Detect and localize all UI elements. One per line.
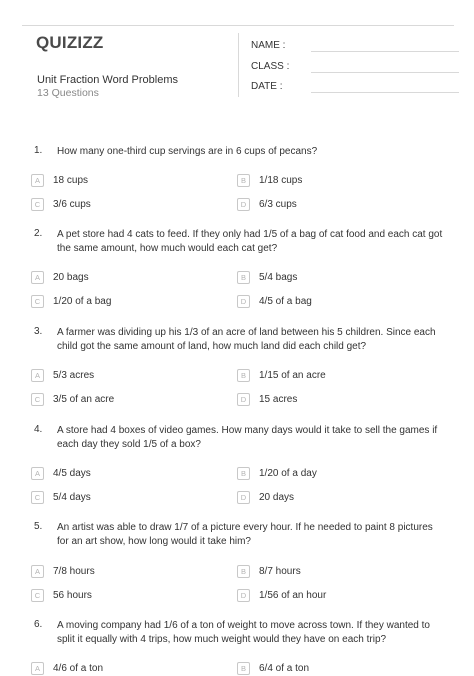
option-text: 56 hours: [53, 590, 92, 601]
class-field[interactable]: [251, 61, 289, 72]
option-text: 5/4 days: [53, 492, 91, 503]
option-letter-box: B: [237, 565, 250, 578]
option-letter-box: A: [31, 174, 44, 187]
option-letter-box: D: [237, 295, 250, 308]
option-letter-box: C: [31, 491, 44, 504]
option-letter-box: B: [237, 369, 250, 382]
option-letter-box: B: [237, 467, 250, 480]
option-text: 1/56 of an hour: [259, 590, 327, 601]
option-text: 5/3 acres: [53, 370, 95, 381]
option-letter-box: C: [31, 198, 44, 211]
option-text: 8/7 hours: [259, 566, 301, 577]
date-label: DATE :: [251, 81, 283, 92]
option-text: 1/20 of a day: [259, 468, 317, 479]
quizizz-logo: QUIZIZZ: [36, 33, 104, 52]
option-text: 15 acres: [259, 394, 298, 405]
option-letter-box: B: [237, 271, 250, 284]
option-text: 1/15 of an acre: [259, 370, 326, 381]
option-text: 20 bags: [53, 272, 89, 283]
question-count: 13 Questions: [37, 87, 99, 99]
option-letter-box: D: [237, 589, 250, 602]
name-field[interactable]: [251, 40, 285, 51]
student-info-box: [238, 33, 440, 97]
option-text: 4/6 of a ton: [53, 663, 104, 674]
question-number: 6.: [34, 619, 43, 630]
option-text: 18 cups: [53, 175, 89, 186]
option-letter-box: C: [31, 589, 44, 602]
worksheet-title: Unit Fraction Word Problems: [37, 74, 179, 86]
option-letter-box: D: [237, 393, 250, 406]
question-text: How many one-third cup servings are in 6 cups of pecans?: [57, 146, 318, 157]
question-text: An artist was able to draw 1/7 of a picture every hour. If he needed to paint 8 pictures for an art show, how long would it take him?: [57, 522, 433, 547]
name-label: NAME :: [251, 40, 286, 51]
option-letter-box: C: [31, 295, 44, 308]
question-text: A store had 4 boxes of video games. How many days would it take to sell the games if each day they sold 1/5 of a box?: [57, 425, 438, 450]
class-label: CLASS :: [251, 61, 290, 72]
option-text: 20 days: [259, 492, 295, 503]
question-text: A moving company had 1/6 of a ton of weight to move across town. If they wanted to split it equally with 4 trips, how much weight would they have on each trip?: [57, 620, 430, 645]
option-text: 4/5 days: [53, 468, 91, 479]
option-text: 4/5 of a bag: [259, 296, 312, 307]
class-line: [311, 72, 459, 73]
name-line: [311, 51, 459, 52]
question-number: 3.: [34, 326, 43, 337]
option-letter-box: A: [31, 467, 44, 480]
question-number: 1.: [34, 145, 43, 156]
option-text: 1/18 cups: [259, 175, 303, 186]
option-letter-box: B: [237, 174, 250, 187]
option-letter-box: A: [31, 565, 44, 578]
top-rule: [22, 25, 454, 26]
question-number: 5.: [34, 521, 43, 532]
option-text: 7/8 hours: [53, 566, 95, 577]
question-text: A farmer was dividing up his 1/3 of an acre of land between his 5 children. Since each child got the same amount of land, how much land did each child get?: [57, 327, 436, 352]
option-letter-box: A: [31, 662, 44, 675]
option-text: 3/6 cups: [53, 199, 91, 210]
option-letter-box: A: [31, 369, 44, 382]
option-letter-box: B: [237, 662, 250, 675]
option-letter-box: D: [237, 198, 250, 211]
option-letter-box: D: [237, 491, 250, 504]
date-line: [311, 92, 459, 93]
date-field[interactable]: [251, 81, 282, 92]
question-number: 4.: [34, 424, 43, 435]
option-text: 1/20 of a bag: [53, 296, 112, 307]
option-text: 5/4 bags: [259, 272, 298, 283]
option-letter-box: C: [31, 393, 44, 406]
question-number: 2.: [34, 228, 43, 239]
option-text: 6/3 cups: [259, 199, 297, 210]
option-text: 3/5 of an acre: [53, 394, 115, 405]
option-text: 6/4 of a ton: [259, 663, 310, 674]
option-letter-box: A: [31, 271, 44, 284]
question-text: A pet store had 4 cats to feed. If they only had 1/5 of a bag of cat food and each cat got the same amount, how much would each cat get?: [57, 229, 443, 254]
